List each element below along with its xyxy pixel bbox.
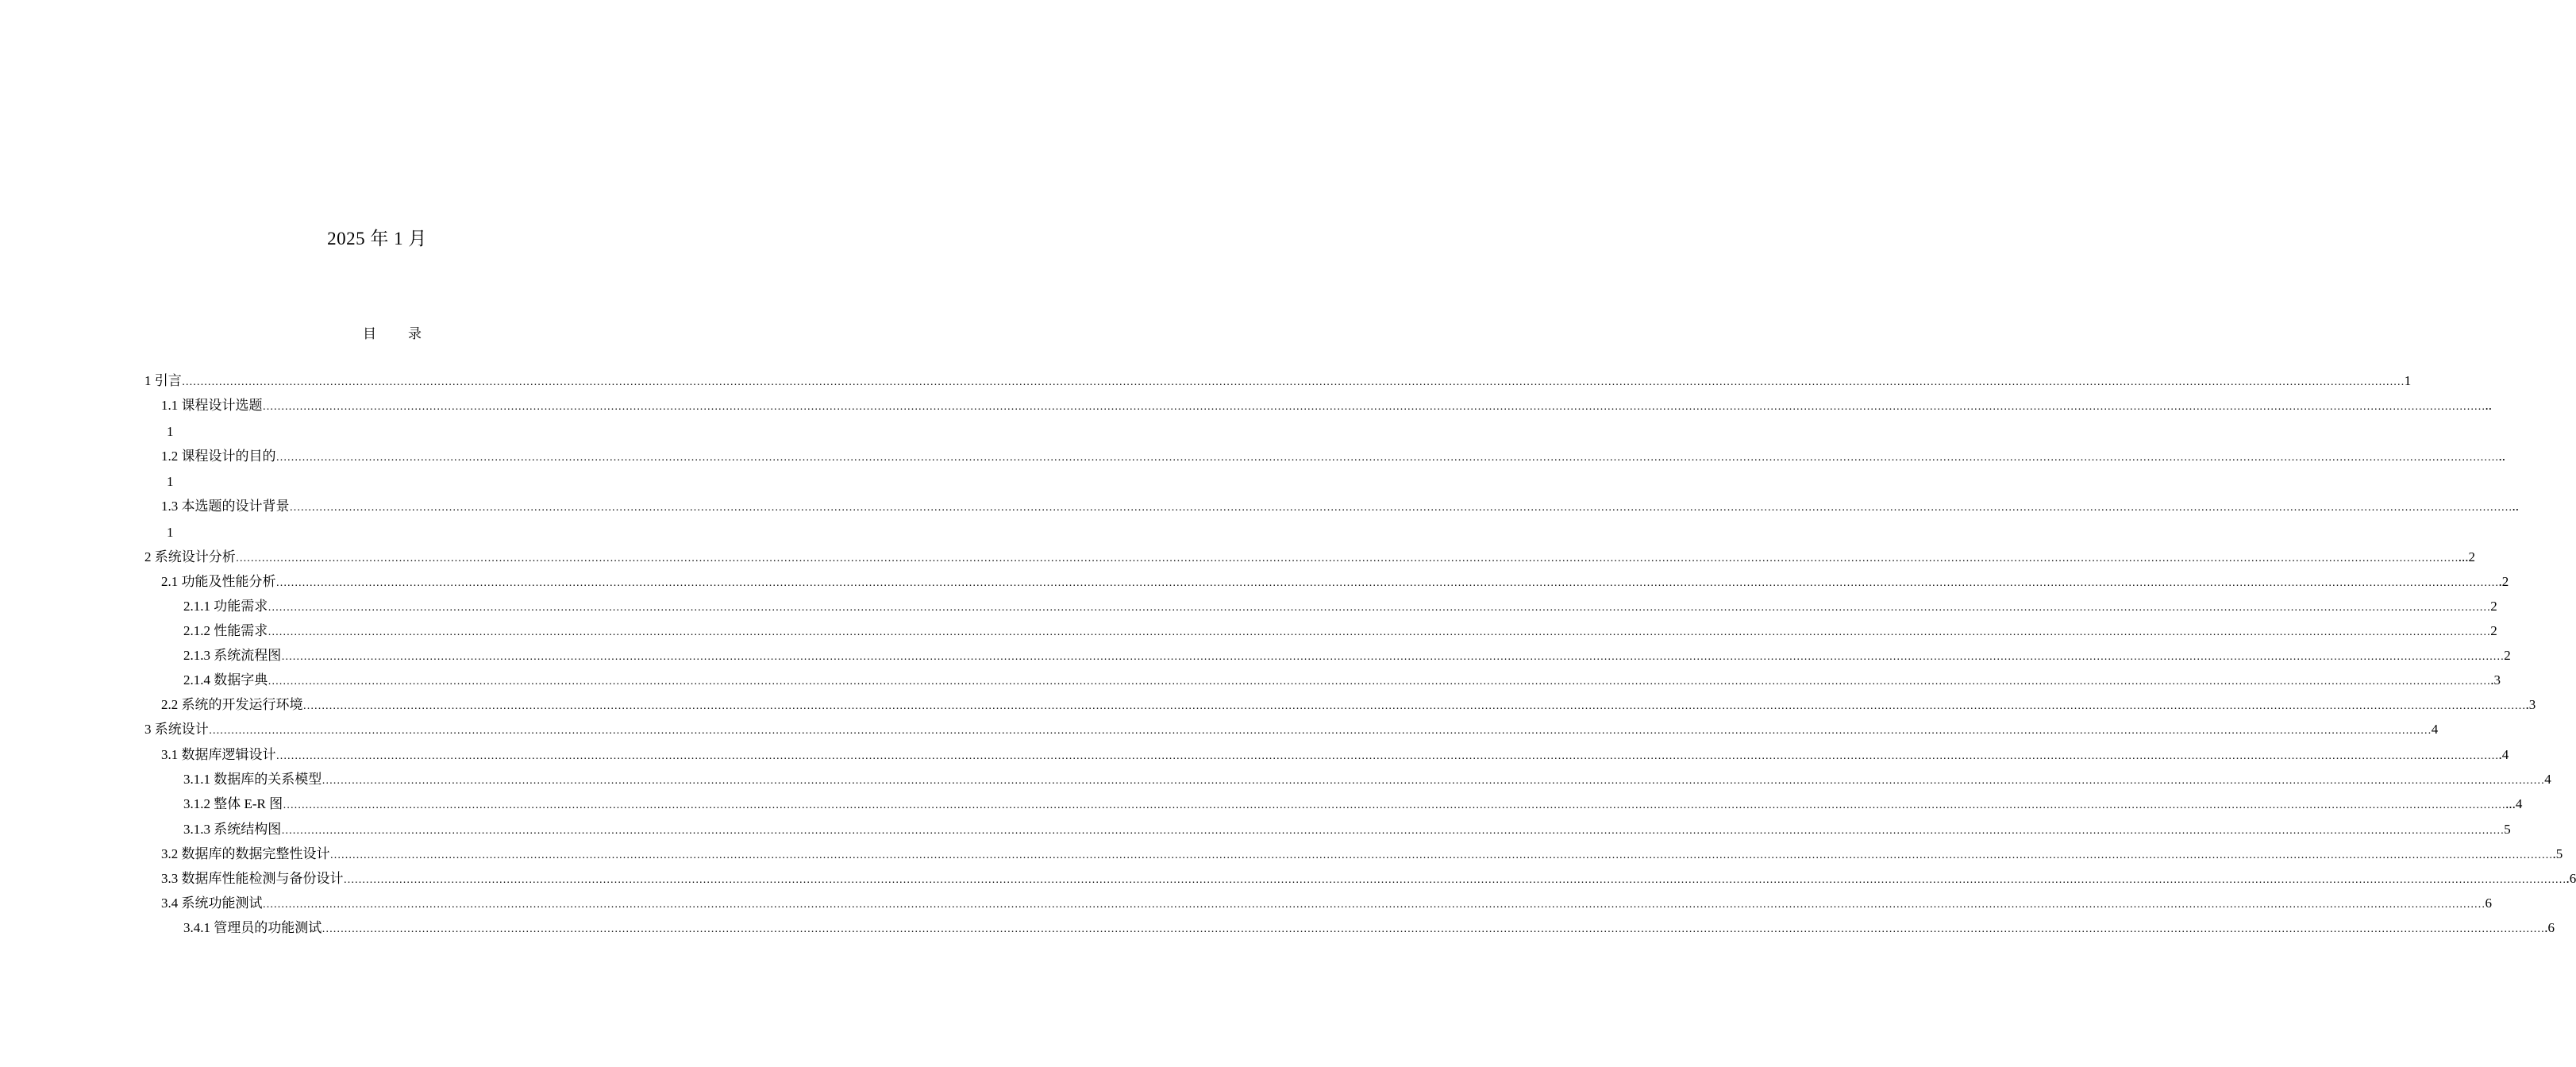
toc-leader-dots: ……………………………………………………………………………………………………………………………………………………………………………………………………………………………………………………………………………………………………………………………………………………………………………………………………………………………………………………………………………………………………………………………………………………	[268, 626, 2491, 638]
toc-leader-dots: ……………………………………………………………………………………………………………………………………………………………………………………………………………………………………………………………………………………………………………………………………………………………………………………………………………………………………………………………………………………………………………………………………………………	[281, 825, 2505, 837]
toc-entry-page-wrapped: 1	[167, 474, 174, 489]
toc-leader-dots: ……………………………………………………………………………………………………………………………………………………………………………………………………………………………………………………………………………………………………………………………………………………………………………………………………………………………………………………………………………………………………………………………………………………	[208, 725, 2432, 737]
toc-entry-page: 5	[2504, 822, 2511, 837]
toc-entry-label: 3.4.1 管理员的功能测试	[183, 920, 322, 935]
toc-entry-label: 2.1 功能及性能分析	[161, 574, 276, 589]
toc-leader-dots: ……………………………………………………………………………………………………………………………………………………………………………………………………………………………………………………………………………………………………………………………………………………………………………………………………………………………………………………………………………………………………………………………………………………	[281, 651, 2505, 663]
toc-entry-label: 2.1.1 功能需求	[183, 599, 268, 614]
date-year-unit: 年	[370, 229, 389, 248]
toc-entry-page: .6	[2566, 871, 2576, 886]
date-month: 1	[394, 229, 404, 248]
toc-leader-dots: ……………………………………………………………………………………………………………………………………………………………………………………………………………………………………………………………………………………………………………………………………………………………………………………………………………………………………………………………………………………………………………………………………………………	[268, 676, 2491, 688]
toc-entry-label: 3.2 数据库的数据完整性设计	[161, 846, 330, 861]
toc-leader-dots: ……………………………………………………………………………………………………………………………………………………………………………………………………………………………………………………………………………………………………………………………………………………………………………………………………………………………………………………………………………………………………………………………………………………	[302, 700, 2526, 712]
toc-leader-dots: ……………………………………………………………………………………………………………………………………………………………………………………………………………………………………………………………………………………………………………………………………………………………………………………………………………………………………………………………………………………………………………………………………………………	[275, 750, 2499, 762]
toc-leader-dots: ……………………………………………………………………………………………………………………………………………………………………………………………………………………………………………………………………………………………………………………………………………………………………………………………………………………………………………………………………………………………………………………………………………………	[283, 799, 2506, 811]
toc-entry[interactable]	[161, 870, 2576, 888]
toc-entry-page: 6	[2485, 896, 2492, 911]
toc-leader-dots: ……………………………………………………………………………………………………………………………………………………………………………………………………………………………………………………………………………………………………………………………………………………………………………………………………………………………………………………………………………………………………………………………………………………	[181, 376, 2405, 388]
toc-entry-page: ..	[2498, 449, 2505, 464]
toc-entry[interactable]	[161, 397, 2492, 414]
toc-entry-label: 2.2 系统的开发运行环境	[161, 697, 303, 712]
toc-entry-label: 1.1 课程设计选题	[161, 398, 263, 413]
toc-entry-label: 2.1.2 性能需求	[183, 623, 268, 638]
toc-entry[interactable]	[183, 622, 2497, 640]
toc-entry-label: 1 引言	[144, 373, 182, 388]
toc-entry-page: 4	[2431, 722, 2439, 737]
toc-title-char-2: 录	[408, 326, 422, 341]
toc-entry-label: 3.1 数据库逻辑设计	[161, 747, 276, 762]
toc-entry-label: 2.1.3 系统流程图	[183, 648, 282, 663]
date-month-unit: 月	[408, 229, 427, 248]
toc-entry-page: 4	[2544, 772, 2551, 787]
toc-entry-page: ...2	[2458, 549, 2475, 564]
toc-entry[interactable]	[161, 448, 2505, 465]
toc-entry[interactable]	[161, 895, 2492, 912]
toc-leader-dots: ……………………………………………………………………………………………………………………………………………………………………………………………………………………………………………………………………………………………………………………………………………………………………………………………………………………………………………………………………………………………………………………………………………………	[322, 923, 2545, 935]
toc-entry-label: 3 系统设计	[144, 722, 209, 737]
toc-leader-dots: ……………………………………………………………………………………………………………………………………………………………………………………………………………………………………………………………………………………………………………………………………………………………………………………………………………………………………………………………………………………………………………………………………………………	[262, 401, 2486, 413]
toc-entry[interactable]	[183, 771, 2551, 788]
toc-entry-page-wrapped: 1	[167, 525, 174, 540]
toc-entry-label: 2.1.4 数据字典	[183, 672, 268, 688]
toc-entry-page: .5	[2552, 846, 2563, 861]
toc-leader-dots: ……………………………………………………………………………………………………………………………………………………………………………………………………………………………………………………………………………………………………………………………………………………………………………………………………………………………………………………………………………………………………………………………………………………	[343, 874, 2566, 886]
toc-entry-label: 1.3 本选题的设计背景	[161, 499, 290, 514]
toc-entry[interactable]	[144, 549, 2475, 566]
toc-leader-dots: ……………………………………………………………………………………………………………………………………………………………………………………………………………………………………………………………………………………………………………………………………………………………………………………………………………………………………………………………………………………………………………………………………………………	[268, 602, 2491, 614]
toc-entry[interactable]	[183, 647, 2511, 664]
toc-entry-label: 3.1.1 数据库的关系模型	[183, 772, 322, 787]
toc-entry[interactable]	[161, 573, 2509, 591]
toc-entry-label: 1.2 课程设计的目的	[161, 449, 276, 464]
toc-entry-label: 3.1.2 整体 E-R 图	[183, 796, 283, 811]
toc-leader-dots: ……………………………………………………………………………………………………………………………………………………………………………………………………………………………………………………………………………………………………………………………………………………………………………………………………………………………………………………………………………………………………………………………………………………	[289, 502, 2512, 514]
toc-leader-dots: ……………………………………………………………………………………………………………………………………………………………………………………………………………………………………………………………………………………………………………………………………………………………………………………………………………………………………………………………………………………………………………………………………………………	[275, 577, 2499, 589]
toc-entry-page: 1	[2404, 373, 2412, 388]
toc-entry[interactable]	[144, 721, 2439, 738]
toc-entry[interactable]	[161, 746, 2509, 764]
toc-entry[interactable]	[183, 795, 2523, 813]
toc-leader-dots: ……………………………………………………………………………………………………………………………………………………………………………………………………………………………………………………………………………………………………………………………………………………………………………………………………………………………………………………………………………………………………………………………………………………	[322, 775, 2545, 787]
toc-entry-page: 2	[2490, 623, 2497, 638]
toc-entry[interactable]	[161, 846, 2563, 863]
toc-entry-page: .2	[2498, 574, 2509, 589]
toc-entry[interactable]	[183, 821, 2511, 838]
toc-entry-page-wrapped: 1	[167, 424, 174, 439]
date-year: 2025	[327, 229, 366, 248]
toc-entry[interactable]	[144, 372, 2412, 390]
toc-entry[interactable]	[161, 498, 2519, 515]
toc-entry-page: ..	[2485, 398, 2492, 413]
toc-leader-dots: ……………………………………………………………………………………………………………………………………………………………………………………………………………………………………………………………………………………………………………………………………………………………………………………………………………………………………………………………………………………………………………………………………………………	[235, 553, 2459, 564]
toc-entry-page: .3	[2490, 672, 2501, 688]
toc-entry-page: ...4	[2505, 796, 2523, 811]
toc-entry-page: .6	[2544, 920, 2555, 935]
toc-leader-dots: ……………………………………………………………………………………………………………………………………………………………………………………………………………………………………………………………………………………………………………………………………………………………………………………………………………………………………………………………………………………………………………………………………………………	[329, 849, 2553, 861]
toc-entry-label: 3.1.3 系统结构图	[183, 822, 282, 837]
toc-entry-page: .4	[2498, 747, 2509, 762]
toc-entry-label: 3.3 数据库性能检测与备份设计	[161, 871, 344, 886]
toc-entry[interactable]	[183, 919, 2555, 937]
toc-entry-label: 3.4 系统功能测试	[161, 896, 263, 911]
toc-title-char-1: 目	[363, 326, 376, 341]
toc-leader-dots: ……………………………………………………………………………………………………………………………………………………………………………………………………………………………………………………………………………………………………………………………………………………………………………………………………………………………………………………………………………………………………………………………………………………	[262, 899, 2486, 911]
toc-entry-page: 2	[2504, 648, 2511, 663]
toc-entry[interactable]	[183, 672, 2501, 689]
toc-entry-label: 2 系统设计分析	[144, 549, 236, 564]
toc-leader-dots: ……………………………………………………………………………………………………………………………………………………………………………………………………………………………………………………………………………………………………………………………………………………………………………………………………………………………………………………………………………………………………………………………………………………	[275, 452, 2499, 464]
toc-entry[interactable]	[161, 696, 2536, 714]
toc-entry-page: ..	[2512, 499, 2519, 514]
toc-entry-page: 2	[2490, 599, 2497, 614]
toc-entry[interactable]	[183, 598, 2497, 615]
toc-entry-page: .3	[2525, 697, 2536, 712]
